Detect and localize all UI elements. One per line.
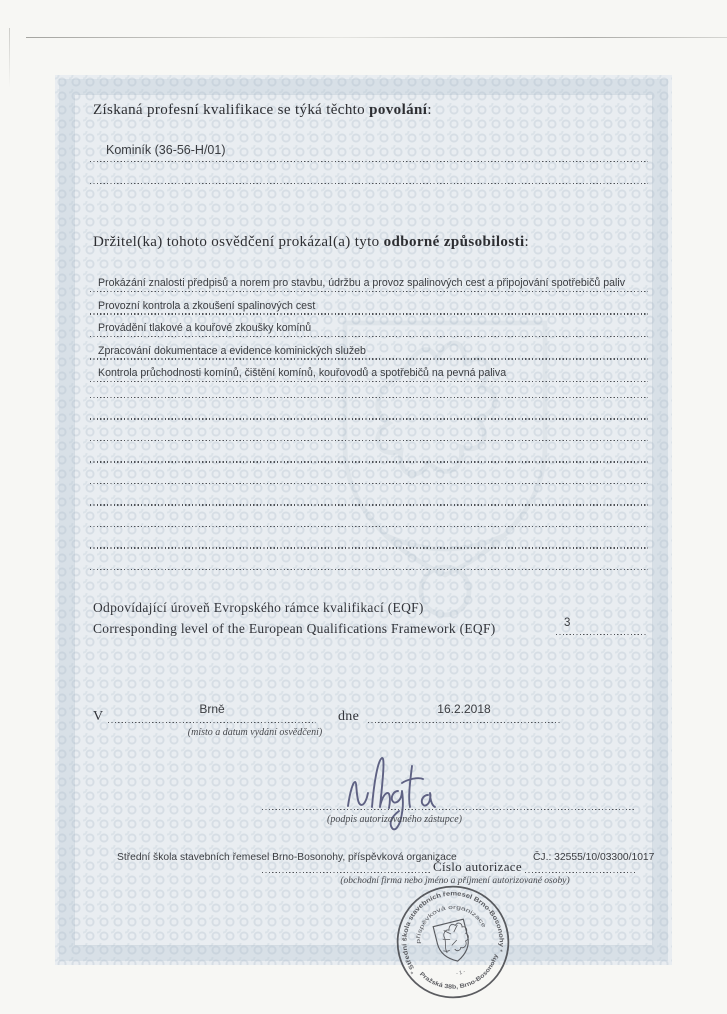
scan-page-edge (26, 37, 727, 38)
occupation-value: Kominík (36-56-H/01) (106, 143, 226, 157)
empty-dotted-line (90, 549, 648, 570)
stamp-arc-top-text: Střední škola stavebních řemesel Brno-Bosonohy (401, 890, 505, 971)
empty-dotted-line (90, 506, 648, 527)
empty-dotted-line (90, 398, 648, 419)
competence-item: Prokázání znalosti předpisů a norem pro stavbu, údržbu a provoz spalinových cest a připojování spotřebičů paliv (98, 277, 626, 290)
dotted-segment (262, 872, 430, 873)
eqf-line-cs: Odpovídající úroveň Evropského rámce kvalifikací (EQF) (93, 600, 424, 615)
empty-dotted-line (90, 527, 648, 548)
dotted-segment (525, 872, 636, 873)
date-value: 16.2.2018 (437, 702, 491, 716)
place-value: Brně (199, 702, 225, 716)
competences-heading-text: Držitel(ka) tohoto osvědčení prokázal(a) tyto (93, 234, 384, 250)
competence-item: Zpracování dokumentace a evidence kominických služeb (98, 344, 366, 357)
signature-caption: (podpis autorizovaného zástupce) (327, 814, 462, 825)
empty-dotted-line (90, 484, 648, 505)
empty-dotted-line (90, 420, 648, 441)
organization-name: Střední škola stavebních řemesel Brno-Bosonohy, příspěvková organizace (117, 852, 457, 863)
authorization-number-line (262, 856, 636, 873)
place-v-label: V (93, 709, 104, 724)
stamp-separator-left: * (409, 969, 415, 979)
issuance-caption: (místo a datum vydání osvědčení) (187, 727, 323, 738)
dotted-line (90, 161, 648, 162)
eqf-line-en: Corresponding level of the European Qualifications Framework (EQF) (93, 621, 496, 636)
authorization-number-label: Číslo autorizace (433, 859, 522, 874)
empty-dotted-line (90, 463, 648, 484)
competence-row (90, 292, 648, 314)
occupations-heading-text: Získaná profesní kvalifikace se týká těchto (93, 102, 370, 118)
empty-ruled-lines (90, 377, 648, 570)
competence-item: Provozní kontrola a zkoušení spalinových cest (98, 299, 316, 312)
eqf-dotted-line (556, 634, 648, 635)
competence-item: Kontrola průchodnosti komínů, čištění komínů, kouřovodů a spotřebičů na pevná paliva (98, 366, 507, 379)
reference-number: ČJ.: 32555/10/03300/1017 (533, 852, 655, 863)
date-dotted-line (368, 722, 560, 723)
authorization-caption: (obchodní firma nebo jméno a příjmení autorizované osoby) (340, 876, 570, 886)
place-dotted-line (108, 722, 316, 723)
empty-dotted-line (90, 441, 648, 462)
competences-heading: Držitel(ka) tohoto osvědčení prokázal(a) tyto odborné způsobilosti: (93, 234, 530, 250)
competences-heading-bold: odborné způsobilosti (383, 234, 525, 250)
date-dne-label: dne (338, 709, 360, 724)
competence-row (90, 270, 648, 292)
scan-page-edge-left (9, 28, 10, 88)
empty-dotted-line (90, 377, 648, 398)
eqf-level-value: 3 (564, 617, 571, 629)
competence-row (90, 337, 648, 359)
competence-row (90, 315, 648, 337)
stamp-page-mark: - 1 - (455, 969, 466, 978)
signature-dotted-line (262, 809, 636, 810)
occupations-heading-bold: povolání (369, 102, 428, 118)
stamp-arc-bottom-text: Pražská 38b, Brno-Bosonohy (417, 954, 500, 991)
competence-item: Provádění tlakové a kouřové zkoušky komínů (98, 322, 312, 335)
occupations-heading: Získaná profesní kvalifikace se týká těchto povolání: (93, 102, 432, 118)
dotted-line (90, 183, 648, 184)
stamp-arc-inner-text: příspěvková organizace (415, 904, 486, 944)
competence-list (90, 270, 648, 382)
czech-lion-shield-icon (433, 919, 473, 965)
stamp-separator-right: * (499, 947, 505, 957)
